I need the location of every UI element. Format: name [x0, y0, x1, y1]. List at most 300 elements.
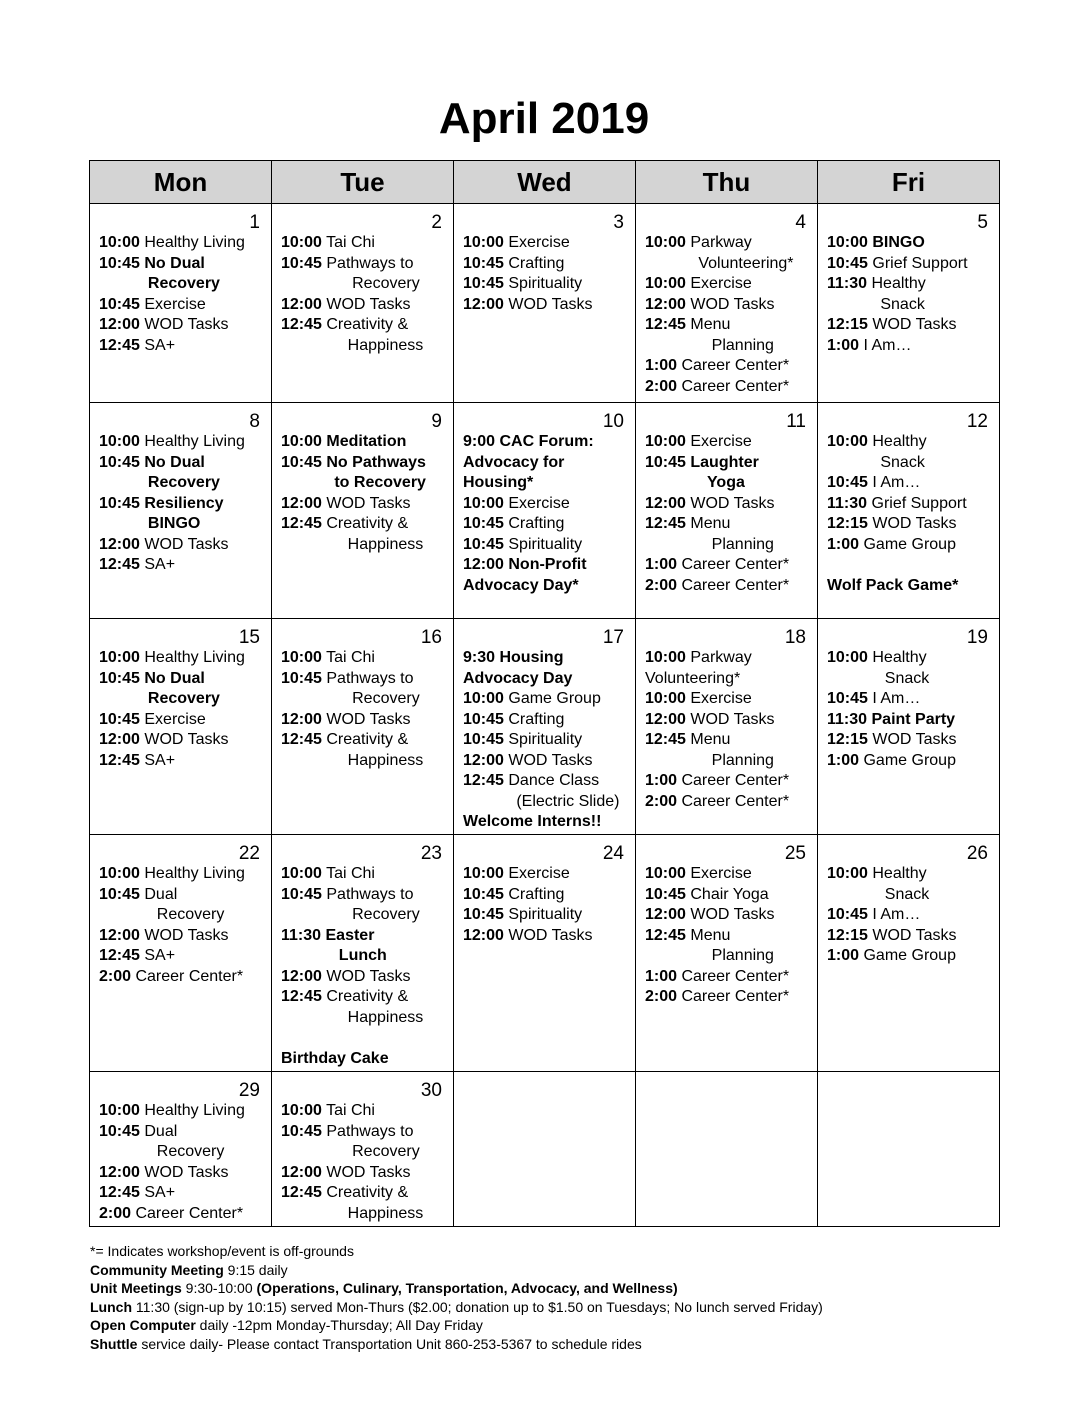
event-time: 10:00 [827, 649, 868, 666]
event-time: 10:00 [99, 649, 140, 666]
event-time: 12:00 [645, 710, 686, 728]
event-line [827, 864, 999, 885]
day-cell [90, 204, 272, 403]
event-title: Easter [321, 926, 375, 944]
footnote-line [90, 1316, 1050, 1335]
event-title: Grief Support [867, 494, 967, 512]
event-time: 10:45 [827, 254, 868, 272]
footnote-text: service daily- Please contact Transportation Unit 860-253-5367 to schedule rides [137, 1335, 642, 1352]
event-title: Healthy Living [139, 865, 245, 882]
event-line [463, 453, 635, 474]
event-line [463, 233, 635, 254]
week-row [90, 619, 1000, 835]
event-title: Advocacy for [463, 453, 565, 471]
event-time: 10:45 [645, 885, 686, 903]
event-line [645, 864, 817, 885]
event-title: WOD Tasks [139, 535, 229, 553]
event-line [827, 315, 999, 336]
event-line [827, 274, 999, 295]
event-line [99, 905, 271, 926]
event-line [99, 926, 271, 947]
event-line [645, 555, 817, 576]
event-title: Happiness [281, 751, 424, 769]
event-time: 12:45 [99, 556, 140, 573]
event-time: 12:45 [645, 316, 686, 333]
footnote-label: Open Computer [90, 1317, 196, 1334]
event-title: Grief Support [867, 254, 968, 272]
event-title: Recovery [281, 690, 420, 707]
event-line [645, 356, 817, 377]
event-title: Resiliency [139, 494, 224, 512]
event-title: Exercise [503, 494, 570, 512]
event-time: 10:45 [827, 690, 868, 707]
event-title: Planning [645, 947, 774, 964]
event-time: 12:15 [827, 731, 868, 748]
day-number: 29 [238, 1080, 260, 1101]
event-time: 2:00 [645, 576, 678, 594]
event-title: Healthy Living [139, 433, 245, 450]
event-line [827, 336, 999, 357]
event-time: 10:45 [99, 885, 140, 903]
event-title: Non-Profit [503, 556, 587, 573]
event-line [281, 514, 453, 535]
event-title: Career Center* [131, 1204, 244, 1222]
event-title: Dual [139, 1122, 178, 1140]
event-title: WOD Tasks [321, 1163, 411, 1181]
event-title: WOD Tasks [321, 967, 411, 985]
event-list [272, 432, 453, 555]
event-line [827, 535, 999, 556]
event-line [281, 1204, 453, 1225]
event-line [281, 274, 453, 295]
event-time: 12:45 [645, 731, 686, 748]
event-line [645, 689, 817, 710]
event-title: Pathways to [321, 254, 414, 272]
event-time: 12:45 [99, 336, 140, 354]
event-title: Exercise [685, 865, 752, 882]
event-time: 10:45 [281, 669, 322, 687]
event-line [645, 987, 817, 1008]
event-line [463, 254, 635, 275]
event-line [99, 233, 271, 254]
week-row [90, 835, 1000, 1072]
day-cell [818, 619, 1000, 835]
event-list [818, 432, 999, 596]
event-title: Crafting [503, 254, 565, 272]
event-title: WOD Tasks [503, 751, 593, 769]
event-line [645, 315, 817, 336]
event-time: 10:00 [463, 690, 504, 707]
event-title: WOD Tasks [321, 295, 411, 313]
event-line [99, 751, 271, 772]
event-title: Laughter [685, 453, 759, 471]
event-line [645, 967, 817, 988]
event-title: Paint Party [867, 710, 956, 728]
event-line [645, 946, 817, 967]
event-line [281, 535, 453, 556]
weekday-header-tue: Tue [272, 161, 454, 204]
event-line [281, 1049, 453, 1070]
event-line [463, 771, 635, 792]
event-time: 1:00 [645, 967, 678, 985]
event-time: 10:00 [281, 865, 322, 882]
event-line [463, 648, 635, 669]
event-title: WOD Tasks [685, 295, 775, 313]
weekday-header-wed: Wed [454, 161, 636, 204]
event-line [645, 669, 817, 690]
event-time: 10:45 [281, 254, 322, 272]
weekday-header-row [90, 161, 1000, 204]
event-time: 10:00 [463, 234, 504, 251]
event-line [463, 885, 635, 906]
event-time: 12:00 [99, 1163, 140, 1181]
event-time: 10:00 [827, 234, 868, 251]
event-list [90, 1101, 271, 1224]
event-title: Meditation [321, 433, 407, 450]
event-line [281, 946, 453, 967]
event-line [281, 1008, 453, 1029]
event-line [645, 432, 817, 453]
event-time: 12:00 [99, 731, 140, 748]
event-title: Pathways to [321, 885, 414, 903]
event-title: Healthy Living [139, 649, 245, 666]
event-time: 10:45 [463, 515, 504, 532]
event-line [281, 1183, 453, 1204]
event-time: 12:00 [281, 1163, 322, 1181]
event-title: Exercise [685, 433, 752, 450]
event-title: Game Group [859, 947, 956, 964]
event-title: Spirituality [503, 275, 583, 292]
event-line [645, 453, 817, 474]
event-title: Planning [645, 751, 774, 769]
event-list [90, 648, 271, 771]
event-line [645, 885, 817, 906]
event-time: 10:00 [281, 433, 322, 450]
day-number: 16 [420, 627, 442, 648]
event-line [827, 905, 999, 926]
event-line [99, 648, 271, 669]
event-time: 1:00 [827, 535, 860, 553]
week-row [90, 204, 1000, 403]
event-title: SA+ [139, 556, 176, 573]
event-line [645, 377, 817, 398]
event-list [90, 432, 271, 576]
event-line [281, 315, 453, 336]
event-title: Snack [827, 669, 930, 687]
event-line [827, 885, 999, 906]
event-time: 12:45 [281, 316, 322, 333]
event-title: Healthy [867, 649, 927, 666]
event-title: Menu [685, 731, 731, 748]
weekday-header-mon: Mon [90, 161, 272, 204]
event-title: WOD Tasks [685, 906, 775, 923]
event-title: BINGO [99, 515, 201, 532]
event-title: Pathways to [321, 1122, 414, 1140]
day-cell [636, 835, 818, 1072]
event-title: 9:00 CAC Forum: [463, 433, 594, 450]
day-cell [818, 403, 1000, 619]
event-line [645, 792, 817, 813]
event-time: 12:45 [645, 926, 686, 944]
event-title: Career Center* [677, 772, 790, 789]
event-title: Menu [685, 515, 731, 532]
event-time: 10:00 [645, 865, 686, 882]
week-row [90, 1072, 1000, 1227]
event-line [645, 648, 817, 669]
day-number: 26 [966, 843, 988, 864]
footnote-text: 11:30 (sign-up by 10:15) served Mon-Thurs ($2.00; donation up to $1.50 on Tuesdays; No lunch served Friday) [132, 1298, 823, 1315]
event-line [827, 730, 999, 751]
event-time: 10:45 [463, 885, 504, 903]
event-line [827, 926, 999, 947]
event-title: Healthy [867, 433, 927, 450]
event-title: Recovery [99, 906, 225, 923]
footnote-line [90, 1279, 1050, 1298]
event-title: I Am… [867, 690, 921, 707]
event-title: WOD Tasks [139, 926, 229, 944]
event-time: 12:00 [463, 556, 504, 573]
event-line [645, 771, 817, 792]
event-list [90, 864, 271, 987]
event-line [463, 926, 635, 947]
event-line [99, 1163, 271, 1184]
event-title: Birthday Cake [281, 1049, 389, 1067]
event-title: Volunteering* [645, 669, 741, 687]
event-title: WOD Tasks [139, 316, 229, 333]
event-line [281, 432, 453, 453]
event-title: Exercise [503, 865, 570, 882]
event-line [645, 926, 817, 947]
day-cell [454, 619, 636, 835]
event-title: Creativity & [321, 316, 409, 333]
event-time: 10:45 [99, 1122, 140, 1140]
event-time: 1:00 [827, 336, 860, 354]
footnote-label: Lunch [90, 1298, 132, 1315]
event-line [281, 730, 453, 751]
event-time: 12:00 [281, 494, 322, 512]
event-time: 10:00 [827, 433, 868, 450]
event-time: 11:30 [827, 494, 868, 512]
event-list [636, 648, 817, 812]
day-number: 2 [431, 212, 442, 233]
event-title: Menu [685, 316, 731, 333]
event-title: Crafting [503, 515, 565, 532]
day-number: 10 [602, 411, 624, 432]
event-list [636, 864, 817, 1008]
event-title: Planning [645, 535, 774, 553]
event-line [645, 295, 817, 316]
event-title: WOD Tasks [139, 1163, 229, 1181]
event-list [636, 432, 817, 596]
event-line [827, 233, 999, 254]
event-line [463, 494, 635, 515]
event-line [645, 254, 817, 275]
event-title: Healthy [867, 865, 927, 882]
event-line [281, 710, 453, 731]
weekday-header-fri: Fri [818, 161, 1000, 204]
event-title: Creativity & [321, 515, 409, 532]
event-line [463, 432, 635, 453]
empty-day-cell [454, 1072, 636, 1227]
event-time: 10:00 [827, 865, 868, 882]
event-line [281, 864, 453, 885]
event-line [281, 494, 453, 515]
event-line [645, 336, 817, 357]
event-time: 10:45 [463, 710, 504, 728]
event-time: 10:00 [99, 433, 140, 450]
event-title: Recovery [281, 1143, 420, 1160]
event-title: Career Center* [677, 556, 790, 573]
day-cell [454, 403, 636, 619]
event-title: I Am… [859, 336, 912, 354]
event-title: 9:30 Housing [463, 649, 564, 666]
event-line [281, 233, 453, 254]
footnote-label: Unit Meetings [90, 1280, 182, 1297]
event-time: 10:00 [463, 865, 504, 882]
event-line [463, 555, 635, 576]
event-title: Tai Chi [321, 234, 375, 251]
event-title: Snack [827, 453, 925, 471]
event-time: 10:00 [281, 649, 322, 666]
event-title: Career Center* [677, 792, 790, 810]
event-time: 10:00 [645, 649, 686, 666]
event-line [99, 514, 271, 535]
event-title: WOD Tasks [867, 515, 957, 532]
event-line [827, 432, 999, 453]
event-time: 1:00 [827, 947, 860, 964]
event-title: Spirituality [503, 535, 583, 553]
event-line [99, 254, 271, 275]
event-line [281, 967, 453, 988]
event-line [99, 535, 271, 556]
event-title: Creativity & [321, 731, 409, 748]
event-title: Career Center* [131, 967, 244, 985]
event-title: Happiness [281, 1008, 424, 1026]
event-title: Career Center* [677, 967, 790, 985]
event-time: 12:00 [99, 926, 140, 944]
event-line [645, 576, 817, 597]
event-title: No Dual [139, 254, 205, 272]
event-title: WOD Tasks [139, 731, 229, 748]
event-title: (Electric Slide) [463, 792, 620, 810]
event-time: 10:00 [645, 433, 686, 450]
event-title: Advocacy Day [463, 669, 573, 687]
event-line [827, 669, 999, 690]
event-title: WOD Tasks [685, 710, 775, 728]
event-list [272, 1101, 453, 1224]
event-title: SA+ [139, 1184, 176, 1201]
event-title: Volunteering* [645, 254, 794, 272]
event-time: 12:15 [827, 926, 868, 944]
day-cell [454, 204, 636, 403]
event-title: Tai Chi [321, 865, 375, 882]
event-line [99, 730, 271, 751]
event-time: 12:00 [281, 295, 322, 313]
event-line [99, 946, 271, 967]
event-line [99, 967, 271, 988]
event-time: 10:45 [281, 1122, 322, 1140]
event-line [99, 494, 271, 515]
event-time: 10:45 [463, 731, 504, 748]
event-title: SA+ [139, 751, 176, 769]
footnote-label: (Operations, Culinary, Transportation, Advocacy, and Wellness) [256, 1280, 678, 1297]
event-line [99, 473, 271, 494]
footnote-label: Community Meeting [90, 1261, 224, 1278]
event-time: 12:45 [281, 731, 322, 748]
event-list [818, 864, 999, 967]
event-title: Game Group [859, 535, 956, 553]
event-time: 10:45 [99, 710, 140, 728]
event-time: 10:00 [99, 234, 140, 251]
event-line [827, 648, 999, 669]
event-line [827, 751, 999, 772]
event-line [827, 453, 999, 474]
day-cell [272, 1072, 454, 1227]
event-line [463, 864, 635, 885]
event-time: 12:00 [463, 751, 504, 769]
event-line [827, 576, 999, 597]
event-time: 2:00 [645, 792, 678, 810]
day-cell [272, 403, 454, 619]
event-line [281, 336, 453, 357]
event-line [463, 295, 635, 316]
event-line [463, 669, 635, 690]
event-line [827, 494, 999, 515]
event-title: Healthy Living [139, 1102, 245, 1119]
weekday-header-thu: Thu [636, 161, 818, 204]
event-time: 12:00 [463, 295, 504, 313]
event-time: 12:00 [463, 926, 504, 944]
event-line [645, 233, 817, 254]
event-title: Recovery [281, 275, 420, 292]
event-time: 10:00 [99, 865, 140, 882]
day-cell [272, 835, 454, 1072]
event-line [827, 254, 999, 275]
event-line [99, 689, 271, 710]
event-line [827, 555, 999, 576]
event-title: WOD Tasks [685, 494, 775, 512]
event-time: 12:00 [99, 316, 140, 333]
event-title: Exercise [685, 275, 752, 292]
event-title: Menu [685, 926, 731, 944]
event-line [99, 295, 271, 316]
day-number: 18 [784, 627, 806, 648]
event-time: 10:45 [99, 453, 140, 471]
event-line [99, 669, 271, 690]
event-line [827, 946, 999, 967]
day-number: 19 [966, 627, 988, 648]
event-title: SA+ [139, 947, 176, 964]
event-line [463, 576, 635, 597]
day-cell [818, 835, 1000, 1072]
event-list [272, 864, 453, 1069]
event-title: Happiness [281, 336, 424, 354]
event-title: Snack [827, 295, 925, 313]
event-title: Yoga [645, 474, 745, 491]
day-number: 25 [784, 843, 806, 864]
event-line [645, 710, 817, 731]
event-title: Advocacy Day* [463, 576, 579, 594]
event-time: 12:00 [645, 494, 686, 512]
event-time: 12:45 [281, 988, 322, 1005]
event-title: WOD Tasks [321, 710, 411, 728]
event-title: Dance Class [503, 772, 600, 789]
event-title: Healthy [867, 275, 926, 292]
event-title: Crafting [503, 885, 565, 903]
event-time: 12:00 [99, 535, 140, 553]
event-time: 10:45 [827, 906, 868, 923]
event-line [99, 274, 271, 295]
